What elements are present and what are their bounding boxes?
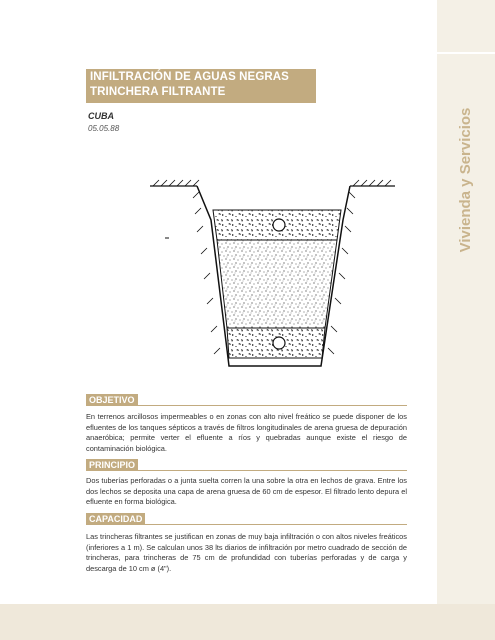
section-rule: [86, 470, 407, 471]
strip-divider: [437, 52, 495, 54]
page-title: [86, 69, 316, 103]
section-text-capacidad: Las trincheras filtrantes se justifican en zonas de muy baja infiltración o con altos niveles freáticos (inferiores a 1 m). Se calculan unos 38 lts diarios de infiltración por metro cuadrado de sección de trincheras, para trincheras de 75 cm de profundidad con tuberías perforadas y de carga y descarga de 10 cm ø (4").: [86, 532, 407, 573]
lower-pipe: [273, 337, 285, 349]
section-rule: [86, 405, 407, 406]
footer-band: [0, 604, 495, 640]
section-rule: [86, 524, 407, 525]
trench-cross-section-drawing: [145, 178, 400, 375]
vertical-section-title: Vivienda y Servicios: [457, 107, 474, 253]
title-line-1: INFILTRACIÓN DE AGUAS NEGRAS: [90, 71, 289, 83]
sand-layer: [217, 240, 337, 328]
upper-pipe: [273, 219, 285, 231]
section-label-objetivo: OBJETIVO: [86, 394, 138, 406]
country-label: CUBA: [88, 111, 114, 121]
section-text-objetivo: En terrenos arcillosos impermeables o en zonas con alto nivel freático se puede disponer de los efluentes de los tanques sépticos a través de filtros longitudinales de arena gruesa de depuración anaeróbica; permite verter el efluente a ríos y quebradas aunque existe el riesgo de contaminación biológica.: [86, 412, 407, 453]
title-line-2: TRINCHERA FILTRANTE: [90, 86, 226, 98]
date-label: 05.05.88: [88, 124, 120, 133]
section-label-principio: PRINCIPIO: [86, 459, 138, 471]
section-label-capacidad: CAPACIDAD: [86, 513, 145, 525]
section-text-principio: Dos tuberías perforadas o a junta suelta corren la una sobre la otra en lechos de grava. Entre los dos lechos se deposita una capa de arena gruesa de 60 cm de espesor. El filtrado lento depura el efluente en forma biológica.: [86, 476, 407, 506]
